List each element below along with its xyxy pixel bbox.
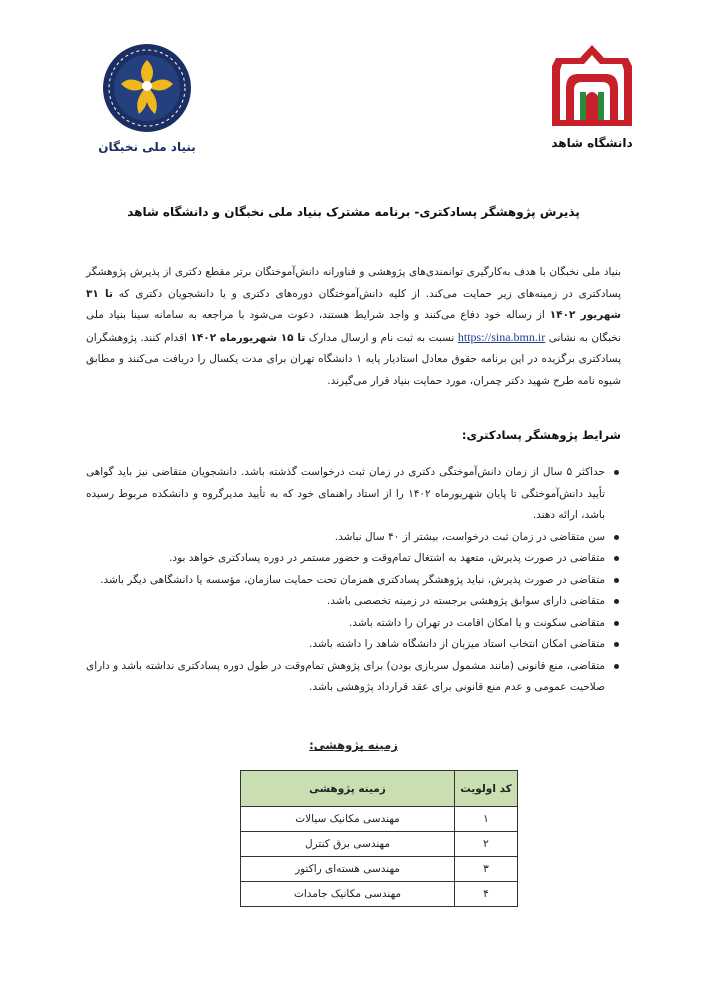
conditions-title: شرایط پژوهشگر پسادکتری: [461, 428, 621, 442]
page-title: پذیرش پژوهشگر پسادکتری- برنامه مشترک بنیاد ملی نخبگان و دانشگاه شاهد [127, 205, 580, 219]
header-field: زمینه پژوهشی [241, 771, 455, 807]
condition-item: متقاضی، منع قانونی (مانند مشمول سربازی بودن) برای پژوهش تمام‌وقت در طول دوره پسادکتری نداشته باشد و دارای صلاحیت عمومی و عدم منع قانونی برای عقد قرارداد پژوهشی باشد. [86, 656, 621, 699]
research-table [240, 770, 518, 907]
condition-item: حداکثر ۵ سال از زمان دانش‌آموختگی دکتری در زمان ثبت درخواست گذشته باشد. دانشجویان متقاضی نیز باید گواهی تأیید دانش‌آموختگی تا پایان شهریورماه ۱۴۰۲ را از استاد راهنمای خود که به تأیید مدیرگروه و دانشکده مربوط رسیده باشد، ارائه دهند. [86, 462, 621, 527]
condition-item: متقاضی دارای سوابق پژوهشی برجسته در زمینه تخصصی باشد. [86, 591, 621, 613]
table-row [241, 832, 518, 857]
condition-item: سن متقاضی در زمان ثبت درخواست، بیشتر از ۴۰ سال نباشد. [86, 527, 621, 549]
shahed-logo [539, 42, 645, 150]
sina-link[interactable]: https://sina.bmn.ir [457, 329, 546, 344]
cell-field: مهندسی برق کنترل [241, 832, 455, 857]
deadline-defense: تا ۳۱ شهریور ۱۴۰۲ [86, 287, 622, 321]
condition-item: متقاضی در صورت پذیرش، نباید پژوهشگر پسادکتری همزمان تحت حمایت سازمان، مؤسسه یا دانشگاهی دیگر باشد. [86, 570, 621, 592]
cell-code: ۱ [455, 807, 518, 832]
intro-paragraph [86, 262, 621, 392]
research-title-text: زمینه پژوهشی: [309, 738, 398, 752]
table-row [241, 882, 518, 907]
cell-field: مهندسی هسته‌ای راکتور [241, 857, 455, 882]
cell-code: ۳ [455, 857, 518, 882]
cell-field: مهندسی مکانیک سیالات [241, 807, 455, 832]
intro-text-4: اقدام کنند. پژوهشگران پسادکتری برگزیده در این برنامه حقوق معادل استادیار پایه ۱ دانشگاه تهران برای مدت یکسال را دریافت می‌کنند و مطابق شیوه نامه طرح شهید دکتر چمران، مورد حمایت بنیاد قرار می‌گیرند. [86, 331, 622, 387]
bmn-logo-caption: بنیاد ملی نخبگان [98, 140, 196, 154]
conditions-list [86, 462, 621, 699]
condition-item: متقاضی در صورت پذیرش، متعهد به اشتغال تمام‌وقت و حضور مستمر در دوره پسادکتری خواهد بود. [86, 548, 621, 570]
table-header-row [241, 771, 518, 807]
intro-text-3: نسبت به ثبت نام و ارسال مدارک [305, 331, 458, 344]
cell-field: مهندسی مکانیک جامدات [241, 882, 455, 907]
shahed-university-logo-icon [544, 42, 640, 130]
header-code: کد اولویت [455, 771, 518, 807]
intro-text-2: از رساله خود دفاع می‌کنند و واجد شرایط هستند، دعوت می‌شود با مراجعه به سامانه سینا بنیاد ملی نخبگان به نشانی [86, 309, 621, 344]
intro-text-1: بنیاد ملی نخبگان با هدف به‌کارگیری توانمندی‌های پژوهشی و فناورانه دانش‌آموختگان برتر مقطع دکتری از پذیرش پژوهشگر پسادکتری در زمینه‌های زیر حمایت می‌کند. از کلیه دانش‌آموختگان دوره‌های دکتری و یا دانشجویان دکتری که [86, 266, 621, 300]
bmn-logo [92, 42, 202, 154]
condition-item: متقاضی امکان انتخاب استاد میزبان از دانشگاه شاهد را داشته باشد. [86, 634, 621, 656]
table-row [241, 857, 518, 882]
deadline-registration: تا ۱۵ شهریورماه ۱۴۰۲ [190, 331, 306, 344]
condition-item: متقاضی سکونت و یا امکان اقامت در تهران را داشته باشد. [86, 613, 621, 635]
cell-code: ۲ [455, 832, 518, 857]
table-row [241, 807, 518, 832]
bmn-foundation-logo-icon [101, 42, 193, 134]
cell-code: ۴ [455, 882, 518, 907]
research-title [0, 738, 707, 752]
shahed-logo-caption: دانشگاه شاهد [551, 136, 633, 150]
